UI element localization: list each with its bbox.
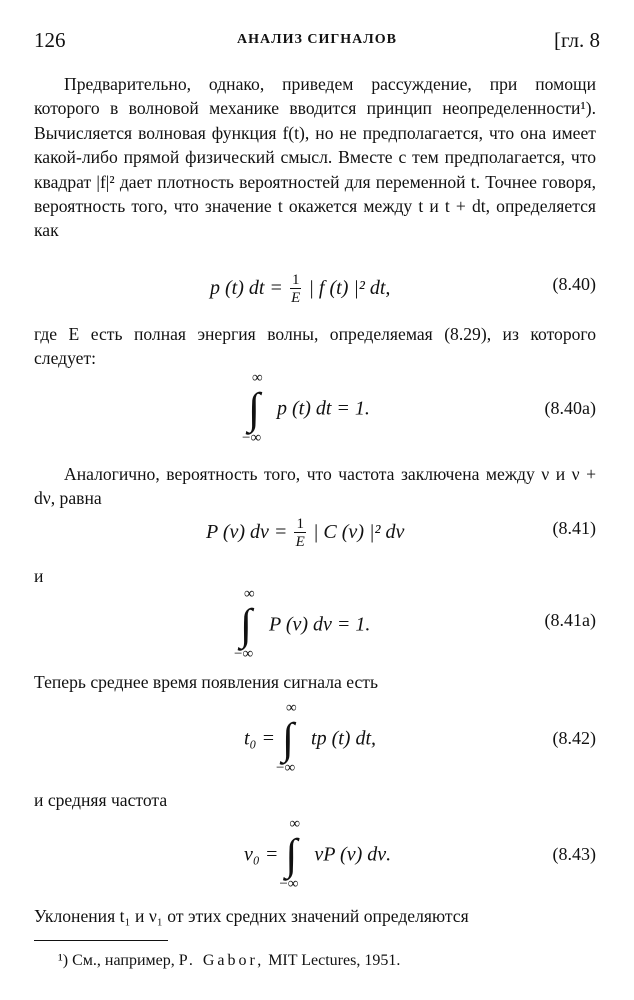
integral-sign (242, 370, 272, 446)
integral-sign (279, 816, 309, 892)
eq-8-40a-number: (8.40a) (544, 398, 596, 418)
integral-upper-limit: ∞ (244, 586, 255, 602)
integral-lower-limit: −∞ (276, 760, 296, 776)
integral-upper-limit: ∞ (286, 700, 297, 716)
integral-sign (234, 586, 264, 662)
integral-symbol: ∫ (282, 714, 295, 763)
integral-lower-limit: −∞ (242, 430, 262, 446)
integral-symbol: ∫ (285, 830, 298, 879)
eq-8-43-lhs: ν₀ = (244, 843, 279, 866)
footnote-author: P. Gabor, (178, 952, 265, 969)
eq-8-40-fraction (290, 272, 302, 307)
eq-8-40-lhs: p (t) dt = (210, 277, 283, 300)
equation-8-41a (34, 586, 596, 662)
eq-8-40-rhs: | f (t) |² dt, (308, 277, 391, 300)
page-header (34, 28, 600, 58)
paragraph-mean-frequency: и средняя частота (34, 790, 168, 810)
paragraph-mean-time: Теперь среднее время появления сигнала есть (34, 672, 378, 692)
integral-lower-limit: −∞ (279, 876, 299, 892)
page-number: 126 (34, 28, 66, 52)
footnote-rule (34, 940, 168, 941)
footnote-text-before: См., например, (72, 952, 175, 969)
integral-upper-limit: ∞ (252, 370, 263, 386)
eq-8-41-lhs: P (ν) dν = (206, 521, 288, 544)
integral-sign (276, 700, 306, 776)
running-title: АНАЛИЗ СИГНАЛОВ (237, 32, 397, 47)
equation-8-43 (34, 816, 596, 892)
footnote-text-after: MIT Lectures, 1951. (268, 952, 401, 969)
equation-8-41 (34, 510, 596, 570)
footnote (58, 952, 400, 970)
eq-8-41a-number: (8.41a) (544, 610, 596, 630)
eq-8-40-numerator: 1 (291, 272, 300, 288)
paragraph-frequency: Аналогично, вероятность того, что частота заключена между ν и ν + dν, равна (34, 464, 596, 509)
chapter-marker: [гл. 8 (553, 28, 600, 52)
footnote-marker: ¹) (58, 952, 69, 969)
eq-8-41-denominator: E (295, 534, 305, 550)
integral-upper-limit: ∞ (289, 816, 301, 832)
eq-8-41-number: (8.41) (552, 518, 596, 538)
eq-8-43-number: (8.43) (552, 844, 596, 864)
eq-8-41-fraction (294, 516, 306, 551)
eq-8-40a-body: p (t) dt = 1. (277, 397, 370, 420)
eq-8-42-number: (8.42) (552, 728, 596, 748)
paragraph-energy: где E есть полная энергия волны, определяемая (8.29), из которого следует: (34, 324, 596, 369)
integral-symbol: ∫ (240, 600, 253, 649)
eq-8-42-lhs: t₀ = (244, 727, 276, 750)
eq-8-40-number: (8.40) (552, 274, 596, 294)
paragraph-deviations: Уклонения t₁ и ν₁ от этих средних значений определяются (34, 906, 469, 926)
equation-8-40 (34, 262, 596, 322)
eq-8-42-body: tp (t) dt, (311, 727, 377, 750)
eq-8-41-numerator: 1 (296, 516, 304, 532)
conjunction-and: и (34, 566, 44, 586)
equation-8-40a (34, 370, 596, 446)
eq-8-40-denominator: E (291, 290, 301, 306)
integral-symbol: ∫ (248, 384, 261, 433)
equation-8-42 (34, 700, 596, 776)
eq-8-41a-body: P (ν) dν = 1. (269, 613, 371, 636)
integral-lower-limit: −∞ (234, 646, 254, 662)
paragraph-intro: Предварительно, однако, приведем рассуждение, при помощи которого в волновой механике вводится принцип неопределенности¹). Вычисляется волновая функция f(t), но не предполагается, что она имеет какой-либо прямой физический смысл. Вместе с тем предполагается, что квадрат |f|² дает плотность вероятностей для переменной t. Точнее говоря, вероятность того, что значение t окажется между t и t + dt, определяется как (34, 74, 596, 241)
eq-8-43-body: νP (ν) dν. (314, 843, 392, 866)
eq-8-41-rhs: | C (ν) |² dν (312, 521, 405, 544)
